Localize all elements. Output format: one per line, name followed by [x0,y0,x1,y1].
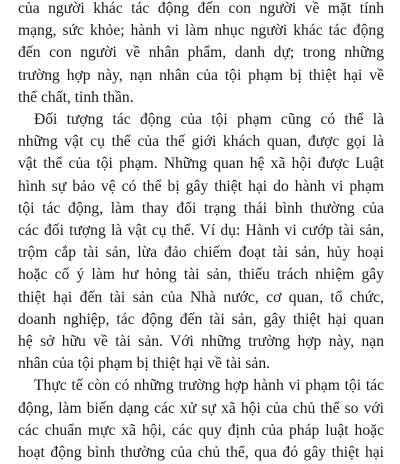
text-line: hoặc cố ý làm hư hỏng tài sản, thiếu trách nhiệm gây [18,266,384,284]
text-line: đến con người về nhân phẩm, danh dự; trong những [18,44,384,62]
paragraph-3 [18,375,384,464]
text-line: các đối tượng là vật cụ thể. Ví dụ: Hành vi cướp tài sản, [18,222,384,240]
text-line: của người khác tác động đến con người về mặt tính [18,0,384,17]
text-line: hệ sở hữu về tài sản. Với những trường hợp này, nạn [18,333,384,351]
text-line: nhân của tội phạm bị thiệt hại về tài sản. [18,355,271,373]
text-line: mạng, sức khỏe; hành vi làm nhục người khác tác động [18,22,384,40]
text-line: trường hợp này, nạn nhân của tội phạm bị thiệt hại về [18,66,384,84]
paragraph-2 [18,109,384,375]
text-line: thiệt hại đến tài sản của Nhà nước, cơ quan, tổ chức, [18,288,384,306]
text-line: Thực tế còn có những trường hợp hành vi phạm tội tác [34,377,384,395]
text-line: thể chất, tinh thần. [18,88,134,106]
paragraph-1 [18,0,384,109]
text-line: vật thể của tội phạm. Những quan hệ xã hội được Luật [18,155,384,173]
text-line: những vật cụ thể của thế giới khách quan, được gọi là [18,133,384,151]
body-text [18,0,384,464]
text-line: động, làm biến dạng các xử sự xã hội của chủ thể so với [18,399,384,417]
text-line: Đối tượng tác động của tội phạm cũng có thể là [34,111,384,129]
text-line: hình sự bảo vệ có thể bị gây thiệt hại do hành vi phạm [18,177,384,195]
text-line: trộm cắp tài sản, lừa đảo chiếm đoạt tài sản, hủy hoại [18,244,384,262]
text-line: doanh nghiệp, tác động đến tài sản, gây thiệt hại quan [18,310,384,328]
text-line: các chuẩn mực xã hội, các quy định của pháp luật hoặc [18,421,384,439]
text-line: tội tác động, làm thay đổi trạng thái bình thường của [18,199,384,217]
text-line: hoạt động bình thường của chủ thể, qua đó gây thiệt hại [18,444,384,462]
